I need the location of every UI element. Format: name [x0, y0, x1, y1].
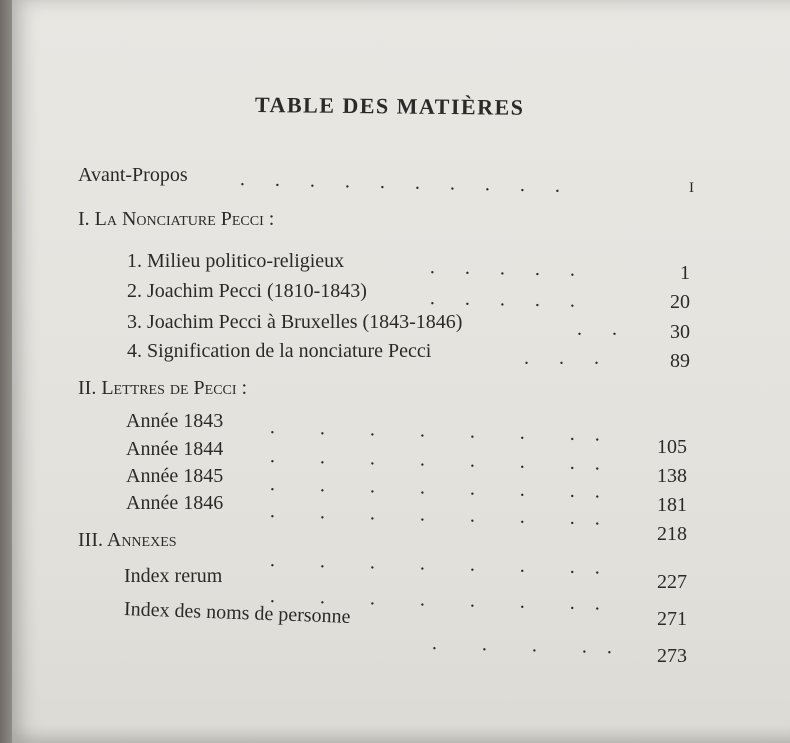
- book-page: [12, 0, 790, 743]
- page-title: TABLE DES MATIÈRES: [254, 92, 525, 120]
- toc-page-number: 1: [680, 262, 690, 284]
- leader-dots: . .: [577, 318, 617, 340]
- leader-dots: . . . . . . . .: [269, 585, 601, 615]
- toc-entry-1: 1. Milieu politico-religieux: [127, 250, 345, 272]
- leader-dots: . . . . .: [431, 632, 613, 659]
- toc-entry-3: 3. Joachim Pecci à Bruxelles (1843-1846): [127, 311, 463, 333]
- toc-entry-4: 4. Signification de la nonciature Pecci: [127, 340, 432, 362]
- toc-entry-1843: Année 1843: [126, 410, 224, 432]
- toc-page-number: 20: [670, 291, 690, 313]
- leader-dots: . . .: [524, 347, 599, 369]
- toc-entry-1846: Année 1846: [126, 492, 224, 514]
- leader-dots: . . . . . . . .: [269, 445, 601, 475]
- leader-dots: . . . . . . . .: [269, 500, 601, 530]
- leader-dots: . . . . . . . .: [269, 473, 601, 503]
- toc-label: Avant-Propos: [78, 164, 188, 186]
- leader-dots: . . . . .: [429, 287, 576, 312]
- toc-page-number: 271: [657, 608, 687, 630]
- leader-dots: . . . . .: [429, 256, 576, 281]
- toc-page-number: 181: [657, 494, 687, 516]
- toc-page-number: 227: [657, 571, 687, 593]
- toc-entry-2: 2. Joachim Pecci (1810-1843): [127, 280, 367, 302]
- toc-section-part3: III. Annexes: [78, 529, 177, 551]
- toc-entry-1845: Année 1845: [126, 465, 224, 487]
- toc-page-number: I: [689, 180, 694, 196]
- toc-page-number: 89: [670, 350, 690, 372]
- leader-dots: . . . . . . . .: [269, 549, 601, 579]
- toc-entry-index-rerum: Index rerum: [124, 565, 223, 587]
- toc-page-number: 30: [670, 321, 690, 343]
- toc-entry-index-noms: Index des noms de personne: [123, 598, 351, 628]
- leader-dots: . . . . . . . .: [269, 416, 601, 446]
- toc-entry-avant-propos: [78, 164, 188, 187]
- toc-entry-1844: Année 1844: [126, 438, 224, 460]
- leader-dots: . . . . . . . . . .: [239, 168, 561, 197]
- toc-section-part2: II. Lettres de Pecci :: [78, 377, 248, 399]
- toc-page-number: 105: [657, 436, 687, 458]
- toc-page-number: 138: [657, 465, 687, 487]
- toc-page-number: 273: [657, 645, 687, 667]
- toc-page-number: 218: [657, 523, 687, 545]
- toc-section-part1: I. La Nonciature Pecci :: [78, 208, 275, 230]
